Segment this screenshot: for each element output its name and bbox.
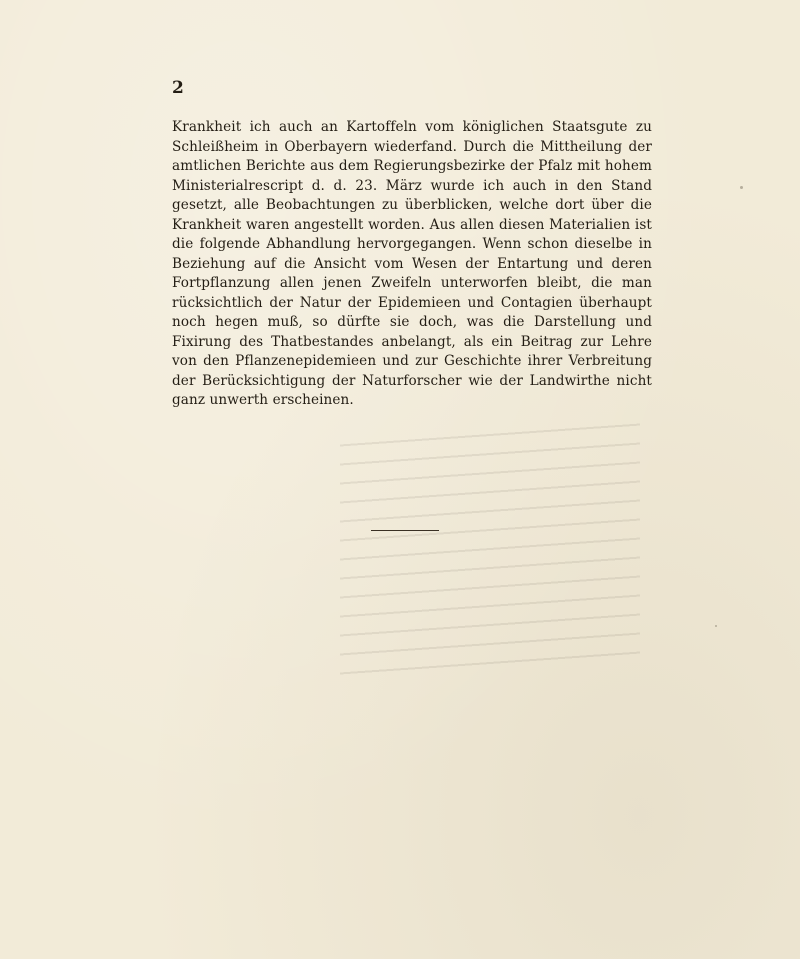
paper-speck xyxy=(740,186,743,189)
body-paragraph: Krankheit ich auch an Kartoffeln vom königlichen Staatsgute zu Schleißheim in Oberbayern wiederfand. Durch die Mittheilung der amtlichen Berichte aus dem Regierungsbezirke der Pfalz mit hohem Ministerialrescript d. d. 23. März wurde ich auch in den Stand gesetzt, alle Beobachtungen zu überblicken, welche dort über die Krankheit waren angestellt worden. Aus allen diesen Materialien ist die folgende Abhandlung hervorgegangen. Wenn schon dieselbe in Beziehung auf die Ansicht vom Wesen der Entartung und deren Fortpflanzung allen jenen Zweifeln unterworfen bleibt, die man rücksichtlich der Natur der Epidemieen und Contagien überhaupt noch hegen muß, so dürfte sie doch, was die Darstellung und Fixirung des Thatbestandes anbelangt, als ein Beitrag zur Lehre von den Pflanzenepidemieen und zur Geschichte ihrer Verbreitung der Berücksichtigung der Naturforscher wie der Landwirthe nicht ganz unwerth erscheinen. xyxy=(172,119,652,408)
page-number: 2 xyxy=(172,78,184,98)
bleed-through-texture xyxy=(340,410,640,691)
paper-speck xyxy=(715,625,717,627)
section-divider-rule xyxy=(371,530,439,531)
